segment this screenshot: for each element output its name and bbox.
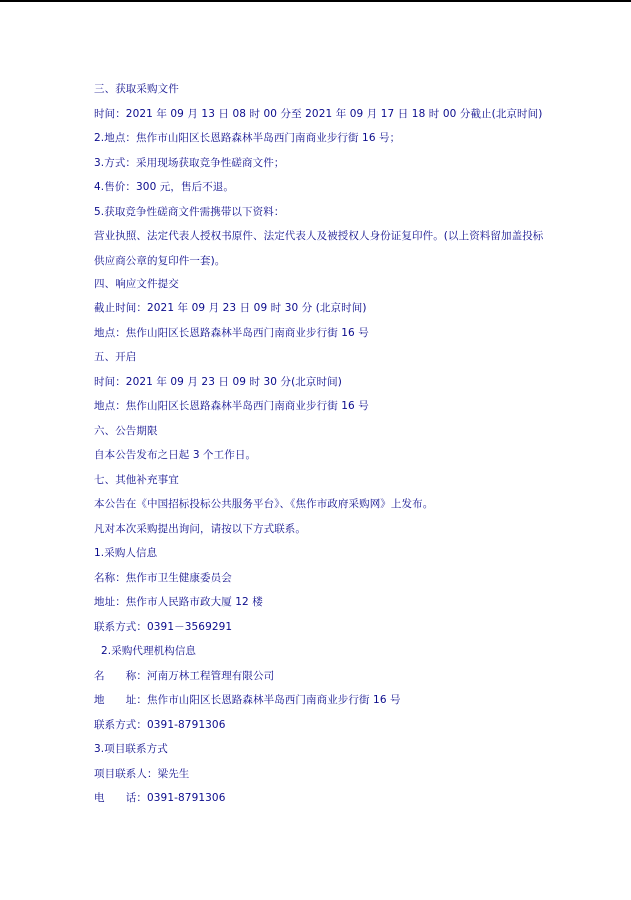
required-materials-text: 营业执照、法定代表人授权书原件、法定代表人及被授权人身份证复印件。(以上资料留加盖投标供应商公章的复印件一套)。 [94,230,544,267]
agency-name: 名 称：河南万林工程管理有限公司 [94,669,275,682]
opening-location: 地点：焦作山阳区长恩路森林半岛西门南商业步行街 16 号 [94,400,369,412]
section-heading-obtain-docs: 三、获取采购文件 [94,83,179,95]
obtain-price: 4.售价：300 元，售后不退。 [94,181,234,193]
required-materials-heading: 5.获取竞争性磋商文件需携带以下资料： [94,205,285,218]
project-contact-phone: 电 话：0391-8791306 [94,792,226,804]
obtain-time: 时间：2021 年 09 月 13 日 08 时 00 分至 2021 年 09 月 17 日 18 时 00 分截止(北京时间) [94,107,543,120]
obtain-method: 3.方式：采用现场获取竞争性磋商文件； [94,156,285,169]
submission-deadline: 截止时间：2021 年 09 月 23 日 09 时 30 分 (北京时间) [94,302,367,314]
page-top-border [0,0,631,2]
section-heading-notice-period: 六、公告期限 [94,424,158,437]
document-body [94,82,574,816]
submission-location: 地点：焦作山阳区长恩路森林半岛西门南商业步行街 16 号 [94,326,369,339]
obtain-location: 2.地点：焦作市山阳区长恩路森林半岛西门南商业步行街 16 号； [94,132,401,144]
agency-info-heading: 2.采购代理机构信息 [101,645,197,657]
project-contact-heading: 3.项目联系方式 [94,743,168,755]
section-heading-submission: 四、响应文件提交 [94,277,179,290]
section-heading-opening: 五、开启 [94,351,137,363]
opening-time: 时间：2021 年 09 月 23 日 09 时 30 分(北京时间) [94,375,342,388]
notice-period-text: 自本公告发布之日起 3 个工作日。 [94,449,257,461]
inquiry-note: 凡对本次采购提出询问，请按以下方式联系。 [94,522,306,535]
agency-address: 地 址：焦作市山阳区长恩路森林半岛西门南商业步行街 16 号 [94,694,401,706]
agency-contact: 联系方式：0391-8791306 [94,718,226,731]
section-heading-other: 七、其他补充事宜 [94,473,179,486]
purchaser-address: 地址：焦作市人民路市政大厦 12 楼 [94,596,263,608]
project-contact-person: 项目联系人：梁先生 [94,767,190,780]
purchaser-name: 名称：焦作市卫生健康委员会 [94,571,232,584]
purchaser-info-heading: 1.采购人信息 [94,547,158,559]
publish-platforms: 本公告在《中国招标投标公共服务平台》、《焦作市政府采购网》上发布。 [94,498,434,510]
purchaser-contact: 联系方式：0391－3569291 [94,620,233,633]
